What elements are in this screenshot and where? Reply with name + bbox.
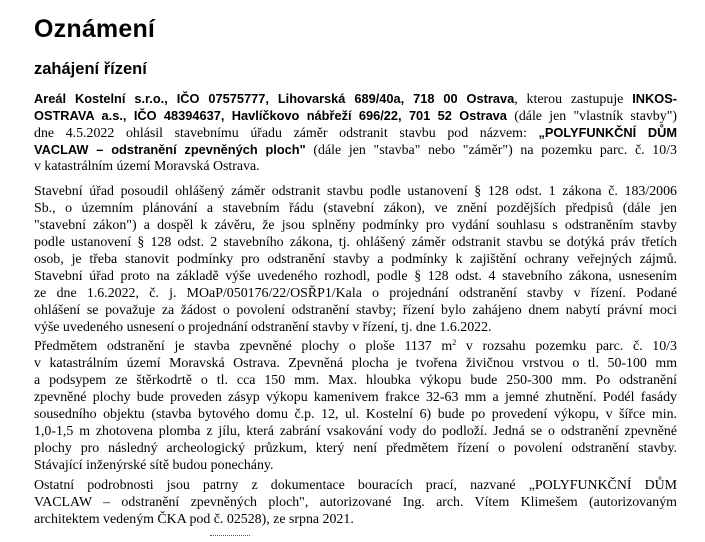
agent-name-part: INKOS- (632, 91, 677, 106)
text-line: osob, je třeba stanovit podmínky pro odstranění stavby a podmínky k zajištění ochrany veřejných zájmů. (34, 252, 677, 267)
text-line: a podsypem ze štěrkodrtě o tl. cca 150 mm. Max. hloubka výkopu bude 250-300 mm. Po odstranění (34, 373, 677, 388)
document-title: Oznámení (34, 15, 156, 43)
text-segment: dne 4.5.2022 ohlásil stavebnímu úřadu záměr odstranit stavbu pod názvem: (34, 126, 539, 141)
text-line: ze dne 1.6.2022, č. j. MOaP/050176/22/OSŘP1/Kala o projednání odstranění stavby v řízení. Podané (34, 286, 677, 301)
text-line (34, 124, 677, 141)
text-segment: (dále jen "stavba" nebo "záměr") na pozemku parc. č. 10/3 (305, 143, 677, 158)
text-line: architektem vedeným ČKA pod č. 02528), ze srpna 2021. (34, 512, 354, 527)
text-line: v katastrálním území Moravská Ostrava. Zpevněná plocha je tvořena živičnou vrstvou o tl. 50-100 mm (34, 356, 677, 371)
paragraph-documentation (34, 477, 677, 528)
superscript: 2 (452, 338, 457, 347)
applicant-name: Areál Kostelní s.r.o., IČO 07575777, Lihovarská 689/40a, 718 00 Ostrava (34, 91, 515, 106)
text-line: 1,0-1,5 m zhotovena plomba z jílu, která zabrání vsakování vody do podloží. Jedná se o odstranění zpevněné (34, 424, 677, 439)
text-segment: v rozsahu pozemku parc. č. 10/3 (456, 339, 677, 354)
text-segment: (dále jen "vlastník stavby") (506, 109, 677, 124)
agent-name: OSTRAVA a.s., IČO 48394637, Havlíčkovo nábřeží 696/22, 701 52 Ostrava (34, 108, 507, 123)
text-line (34, 338, 677, 355)
text-segment: , kterou zastupuje (514, 92, 633, 107)
text-line (34, 141, 677, 158)
paragraph-subject (34, 338, 677, 474)
text-line (34, 107, 677, 124)
text-segment: Předmětem odstranění je stavba zpevněné plochy o ploše 1137 m (34, 339, 453, 354)
page-cut-mark (210, 535, 250, 539)
text-line: ohlášení se považuje za žádost o povolení odstranění stavby; řízení bylo zahájeno dnem nabytí právní moci (34, 303, 677, 318)
text-line: Stavební úřad proto na základě výše uvedeného rozhodl, podle § 128 odst. 4 stavebního zákona, usnesením (34, 269, 677, 284)
text-line: sousedního objektu (stavba bytového domu č.p. 12, ul. Kostelní 6) bude po provedení výkopu, v šířce min. (34, 407, 677, 422)
text-line: Sb., o územním plánování a stavebním řádu (stavební zákon), ve znění pozdějších předpisů (dále jen (34, 201, 677, 216)
text-line: Stávající inženýrské sítě budou ponechány. (34, 458, 274, 473)
paragraph-applicant (34, 90, 677, 175)
document-subtitle: zahájení řízení (34, 60, 147, 78)
text-line: "stavební zákon") a dospěl k závěru, že jsou splněny podmínky pro vydání souhlasu s odstraněním stavby (34, 218, 677, 233)
text-line: podle ustanovení § 128 odst. 2 stavebního zákona, tj. ohlášený záměr odstranit stavbu se dotýká práv třetích (34, 235, 677, 250)
text-line: zpevněné plochy bude proveden zásyp výkopu kamenivem frakce 32-63 mm a jemné zhutnění. Podél fasády (34, 390, 677, 405)
text-line (34, 90, 677, 107)
text-line: plochy pro následný archeologický průzkum, který není předmětem řízení o povolení odstranění stavby. (34, 441, 677, 456)
project-name-part: „POLYFUNKČNÍ DŮM (538, 125, 678, 140)
paragraph-assessment (34, 183, 677, 336)
project-name: VACLAW – odstranění zpevněných ploch" (34, 142, 306, 157)
text-line: VACLAW – odstranění zpevněných ploch", autorizované Ing. arch. Vítem Klimešem (autorizovaným (34, 495, 677, 510)
text-line: v katastrálním území Moravská Ostrava. (34, 159, 260, 174)
text-line: Ostatní podrobnosti jsou patrny z dokumentace bouracích prací, nazvané „POLYFUNKČNÍ DŮM (34, 478, 677, 493)
text-line: Stavební úřad posoudil ohlášený záměr odstranit stavbu podle ustanovení § 128 odst. 1 zákona č. 183/2006 (34, 184, 677, 199)
text-line: výše uvedeného usnesení o projednání odstranění stavby v řízení, tj. dne 1.6.2022. (34, 320, 492, 335)
